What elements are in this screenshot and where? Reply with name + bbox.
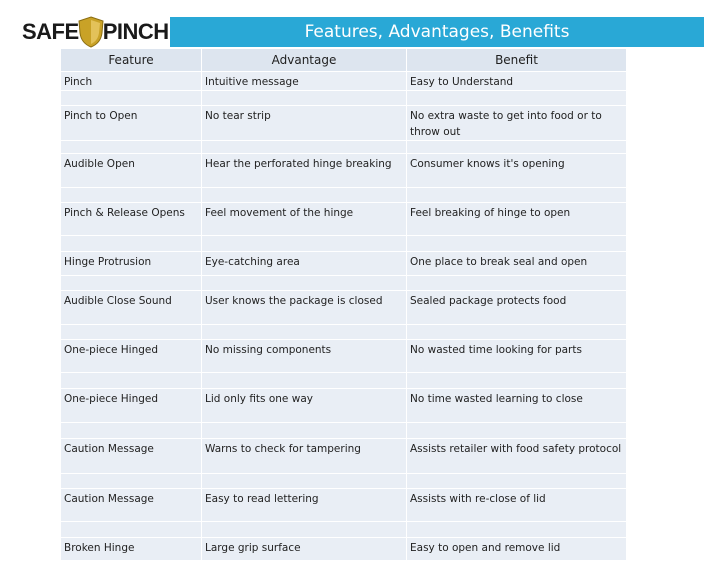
cell-benefit: Assists retailer with food safety protocol <box>407 439 627 474</box>
spacer-cell <box>202 373 407 389</box>
table-row <box>61 489 627 522</box>
cell-feature: Pinch & Release Opens <box>61 203 202 236</box>
table-row <box>61 203 627 236</box>
table-row <box>61 389 627 423</box>
spacer-cell <box>407 188 627 203</box>
spacer-cell <box>202 141 407 154</box>
spacer-cell <box>61 522 202 538</box>
row-spacer <box>61 236 627 252</box>
spacer-cell <box>407 325 627 340</box>
row-spacer <box>61 188 627 203</box>
spacer-cell <box>202 474 407 489</box>
cell-feature: Caution Message <box>61 489 202 522</box>
cell-feature: Audible Close Sound <box>61 291 202 325</box>
spacer-cell <box>407 91 627 106</box>
cell-benefit: Consumer knows it's opening <box>407 154 627 188</box>
spacer-cell <box>61 325 202 340</box>
cell-feature: Caution Message <box>61 439 202 474</box>
header-feature: Feature <box>61 49 202 72</box>
spacer-cell <box>407 423 627 439</box>
spacer-cell <box>61 423 202 439</box>
cell-advantage: Intuitive message <box>202 72 407 91</box>
spacer-cell <box>202 276 407 291</box>
spacer-cell <box>202 236 407 252</box>
logo-text-right: PINCH <box>102 19 169 44</box>
cell-feature: Broken Hinge <box>61 538 202 561</box>
table-row <box>61 340 627 373</box>
cell-feature: Hinge Protrusion <box>61 252 202 276</box>
row-spacer <box>61 522 627 538</box>
cell-benefit: Assists with re-close of lid <box>407 489 627 522</box>
spacer-cell <box>202 325 407 340</box>
table-row <box>61 252 627 276</box>
spacer-cell <box>61 188 202 203</box>
cell-feature: One-piece Hinged <box>61 389 202 423</box>
spacer-cell <box>202 522 407 538</box>
cell-advantage: No tear strip <box>202 106 407 141</box>
table-row <box>61 154 627 188</box>
cell-benefit: No wasted time looking for parts <box>407 340 627 373</box>
cell-feature: Pinch to Open <box>61 106 202 141</box>
shield-icon <box>77 16 105 48</box>
spacer-cell <box>202 423 407 439</box>
cell-benefit: Easy to open and remove lid <box>407 538 627 561</box>
spacer-cell <box>407 141 627 154</box>
table-row <box>61 106 627 141</box>
page-title: Features, Advantages, Benefits <box>304 22 570 42</box>
cell-advantage: User knows the package is closed <box>202 291 407 325</box>
cell-advantage: Hear the perforated hinge breaking <box>202 154 407 188</box>
row-spacer <box>61 276 627 291</box>
cell-advantage: Warns to check for tampering <box>202 439 407 474</box>
cell-benefit: Easy to Understand <box>407 72 627 91</box>
spacer-cell <box>61 373 202 389</box>
spacer-cell <box>407 276 627 291</box>
cell-benefit: No extra waste to get into food or to throw out <box>407 106 627 141</box>
fab-table <box>60 48 627 561</box>
table-row <box>61 439 627 474</box>
spacer-cell <box>407 236 627 252</box>
cell-benefit: Feel breaking of hinge to open <box>407 203 627 236</box>
table-row <box>61 291 627 325</box>
spacer-cell <box>407 373 627 389</box>
row-spacer <box>61 325 627 340</box>
spacer-cell <box>61 236 202 252</box>
cell-feature: One-piece Hinged <box>61 340 202 373</box>
table-body <box>61 72 627 561</box>
spacer-cell <box>202 188 407 203</box>
cell-advantage: Eye-catching area <box>202 252 407 276</box>
cell-benefit: One place to break seal and open <box>407 252 627 276</box>
table-row <box>61 538 627 561</box>
header-benefit: Benefit <box>407 49 627 72</box>
cell-advantage: Easy to read lettering <box>202 489 407 522</box>
spacer-cell <box>61 141 202 154</box>
spacer-cell <box>202 91 407 106</box>
row-spacer <box>61 423 627 439</box>
spacer-cell <box>407 522 627 538</box>
cell-advantage: Large grip surface <box>202 538 407 561</box>
spacer-cell <box>407 474 627 489</box>
logo-text-left: SAFE <box>22 19 79 44</box>
header-advantage: Advantage <box>202 49 407 72</box>
cell-feature: Audible Open <box>61 154 202 188</box>
cell-advantage: Lid only fits one way <box>202 389 407 423</box>
cell-advantage: Feel movement of the hinge <box>202 203 407 236</box>
cell-advantage: No missing components <box>202 340 407 373</box>
row-spacer <box>61 91 627 106</box>
table-header-row <box>61 49 627 72</box>
title-banner <box>170 17 704 47</box>
spacer-cell <box>61 276 202 291</box>
table-row <box>61 72 627 91</box>
row-spacer <box>61 474 627 489</box>
cell-benefit: No time wasted learning to close <box>407 389 627 423</box>
cell-feature: Pinch <box>61 72 202 91</box>
spacer-cell <box>61 474 202 489</box>
safepinch-logo <box>22 14 172 50</box>
spacer-cell <box>61 91 202 106</box>
row-spacer <box>61 141 627 154</box>
row-spacer <box>61 373 627 389</box>
cell-benefit: Sealed package protects food <box>407 291 627 325</box>
